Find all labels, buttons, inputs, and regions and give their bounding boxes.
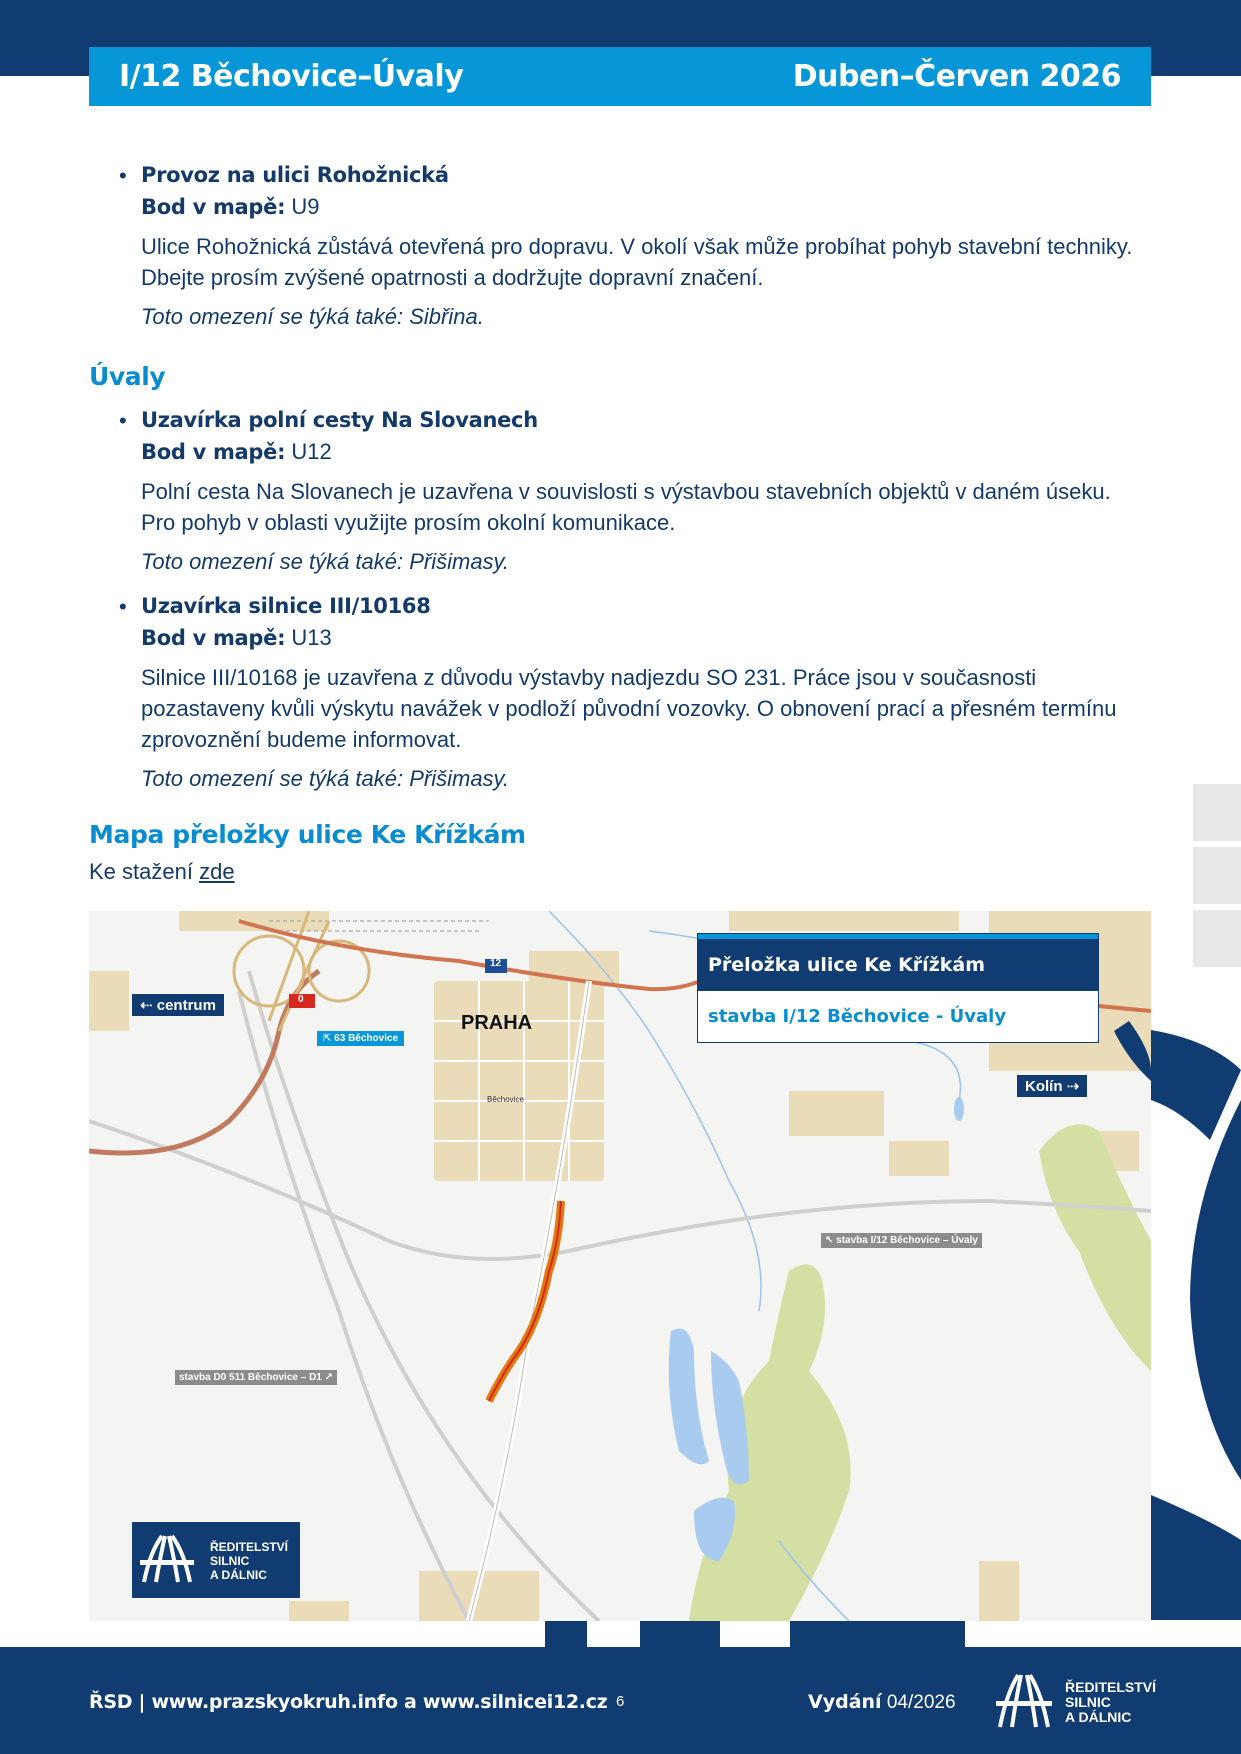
- label-d0: stavba D0 511 Běchovice – D1 ↗: [175, 1370, 337, 1385]
- legend-title: Přeložka ulice Ke Křížkám: [698, 934, 1098, 991]
- map-logo-text: ŘEDITELSTVÍ SILNIC A DÁLNIC: [210, 1540, 289, 1582]
- side-tab[interactable]: [1193, 847, 1241, 904]
- map-legend: [697, 933, 1099, 1043]
- item-title: • Uzavírka polní cesty Na Slovanech: [141, 408, 538, 432]
- item-also: Toto omezení se týká také: Přišimasy.: [141, 766, 510, 791]
- list-item: [89, 160, 1151, 332]
- footer-urls: ŘSD | www.prazskyokruh.info a www.silnicei12.cz: [89, 1691, 608, 1713]
- list-item: [89, 591, 1151, 794]
- title-bar: [89, 47, 1151, 106]
- map-point: Bod v mapě: U9: [141, 194, 320, 219]
- item-description: Polní cesta Na Slovanech je uzavřena v souvislosti s výstavbou stavebních objektů v daném úseku. Pro pohyb v oblasti využijte prosím okolní komunikace.: [141, 479, 1111, 535]
- map-point: Bod v mapě: U13: [141, 625, 332, 650]
- highway-exit-icon: ⇱: [323, 1033, 335, 1044]
- rsd-logo-icon: [990, 1667, 1058, 1735]
- legend-subtitle: stavba I/12 Běchovice - Úvaly: [708, 1006, 1007, 1027]
- footer-notch: [545, 1621, 587, 1647]
- road-12-marker: 12: [490, 958, 502, 969]
- map-logo: [132, 1522, 300, 1598]
- page-date-range: Duben–Červen 2026: [792, 59, 1121, 94]
- footer-notch: [640, 1621, 720, 1647]
- page-number: 6: [616, 1693, 625, 1710]
- exit-sign: ⇱ 63 Běchovice: [317, 1031, 404, 1046]
- sign-kolin: Kolín ⇢: [1017, 1075, 1087, 1097]
- list-item: [89, 405, 1151, 577]
- sign-centrum: ⇠ centrum: [132, 994, 224, 1016]
- section-heading-uvaly: Úvaly: [89, 362, 166, 391]
- item-title: • Uzavírka silnice III/10168: [141, 594, 431, 618]
- decorative-arc: [1150, 1020, 1241, 1620]
- district-label: Běchovice: [487, 1095, 524, 1104]
- side-tab[interactable]: [1193, 784, 1241, 841]
- city-label: PRAHA: [461, 1012, 533, 1034]
- download-line: Ke stažení zde: [89, 859, 235, 884]
- content: [89, 160, 1151, 885]
- edition: Vydání 04/2026: [808, 1691, 956, 1713]
- footer: [0, 1647, 1241, 1754]
- download-link[interactable]: zde: [199, 859, 235, 884]
- item-title: • Provoz na ulici Rohožnická: [141, 163, 449, 187]
- road-0-marker: 0: [298, 994, 304, 1005]
- map-image: [89, 911, 1151, 1621]
- item-also: Toto omezení se týká také: Sibřina.: [141, 304, 484, 329]
- side-tab[interactable]: [1193, 910, 1241, 967]
- item-description: Silnice III/10168 je uzavřena z důvodu výstavby nadjezdu SO 231. Práce jsou v současnosti pozastaveny kvůli výskytu navážek v podloží původní vozovky. O obnovení prací a přesném termínu zprovoznění budeme informovat.: [141, 665, 1117, 752]
- page-title: I/12 Běchovice–Úvaly: [119, 59, 464, 94]
- label-i12: ↖ stavba I/12 Běchovice – Úvaly: [821, 1233, 982, 1248]
- item-also: Toto omezení se týká také: Přišimasy.: [141, 549, 510, 574]
- rsd-logo-icon: [132, 1522, 202, 1598]
- footer-notch: [790, 1621, 965, 1647]
- map-point: Bod v mapě: U12: [141, 439, 332, 464]
- section-heading-map: Mapa přeložky ulice Ke Křížkám: [89, 820, 526, 849]
- item-description: Ulice Rohožnická zůstává otevřená pro dopravu. V okolí však může probíhat pohyb stavební techniky. Dbejte prosím zvýšené opatrnosti a dodržujte dopravní značení.: [141, 234, 1133, 290]
- footer-logo-text: ŘEDITELSTVÍ SILNIC A DÁLNIC: [1065, 1679, 1157, 1725]
